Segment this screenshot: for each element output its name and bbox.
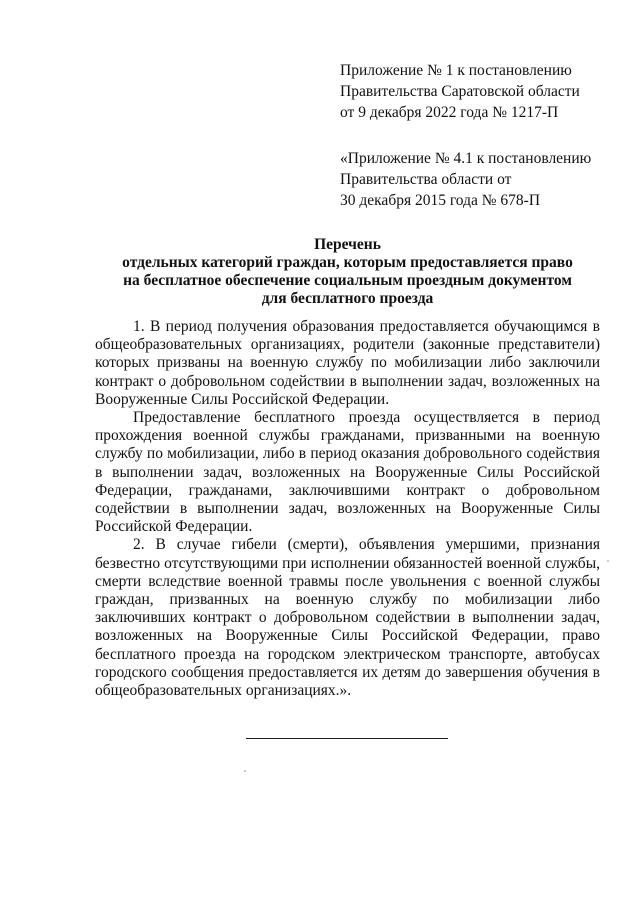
appendix-reference-current [340, 60, 580, 123]
scan-speck [244, 770, 246, 772]
body-paragraph: 2. В случае гибели (смерти), объявления умершими, признания безвестно отсутствующими при исполнении обязанностей военной службы, смерти вследствие военной травмы после увольнения с военной службы граждан, призванных на военную службу по мобилизации либо заключивших контракт о добровольном содействии в выполнении задач, возложенных на Вооруженные Силы Российской Федерации, право бесплатного проезда на городском электрическом транспорте, автобусах городского сообщения предоставляется их детям до завершения обучения в общеобразовательных организациях.». [95, 536, 600, 700]
body-paragraph: Предоставление бесплатного проезда осуществляется в период прохождения военной службы гражданами, призванными на военную службу по мобилизации, либо в период оказания добровольного содействия в выполнении задач, возложенных на Вооруженные Силы Российской Федерации, гражданами, заключившими контракт о добровольном содействии в выполнении задач, возложенных на Вооруженные Силы Российской Федерации. [95, 409, 600, 536]
appendix-line: Приложение № 1 к постановлению [340, 62, 572, 79]
document-title [95, 236, 600, 308]
scan-speck [607, 560, 609, 562]
appendix-line: Правительства Саратовской области [340, 83, 580, 100]
title-line: отдельных категорий граждан, которым предоставляется право [122, 254, 573, 271]
body-paragraph: 1. В период получения образования предоставляется обучающимся в общеобразовательных организациях, родители (законные представители) которых призваны на военную службу по мобилизации либо заключили контракт о добровольном содействии в выполнении задач, возложенных на Вооруженные Силы Российской Федерации. [95, 318, 600, 408]
title-line: Перечень [314, 236, 381, 253]
appendix-line: от 9 декабря 2022 года № 1217-П [340, 104, 559, 121]
document-body [95, 318, 600, 700]
appendix-line: «Приложение № 4.1 к постановлению [340, 150, 592, 167]
appendix-reference-original [340, 148, 591, 211]
closing-divider-line [246, 738, 448, 739]
appendix-line: Правительства области от [340, 171, 512, 188]
appendix-line: 30 декабря 2015 года № 678-П [340, 192, 541, 209]
title-line: на бесплатное обеспечение социальным проездным документом [123, 272, 572, 289]
title-line: для бесплатного проезда [261, 290, 434, 307]
